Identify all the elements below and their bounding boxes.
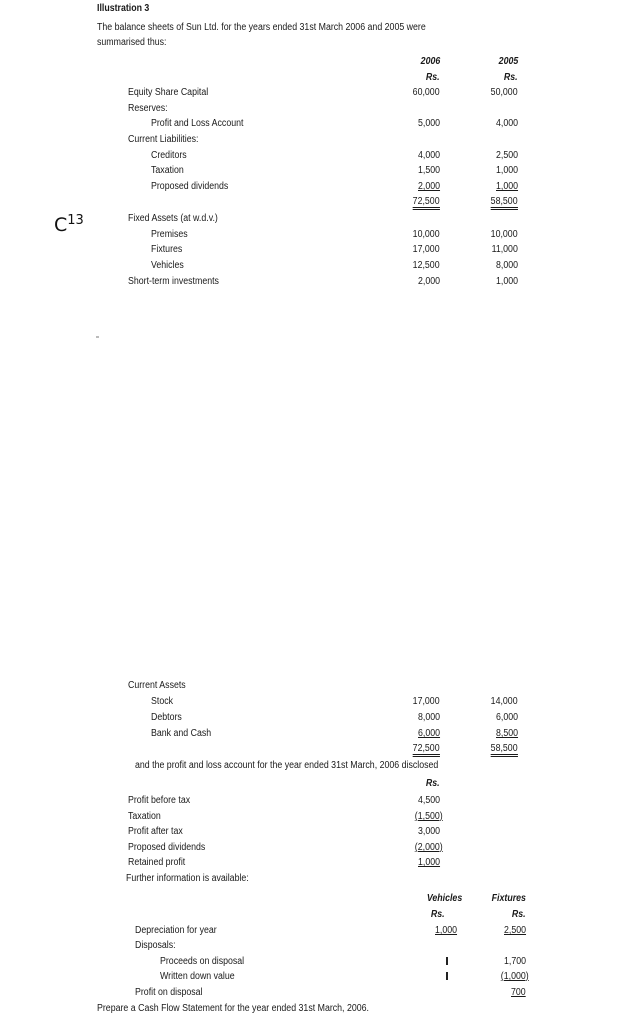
value-2005-vehicles: 8,000 — [495, 260, 518, 271]
pl-value-retained-profit: 1,000 — [417, 857, 440, 868]
row-label-short-term-investments: Short-term investments — [128, 276, 219, 287]
label-depreciation: Depreciation for year — [135, 925, 217, 936]
row-label-reserves: Reserves: — [128, 103, 168, 114]
pl-value-profit-after-tax: 3,000 — [417, 826, 440, 837]
row-label-current-liabilities: Current Liabilities: — [128, 134, 199, 145]
value-2005-creditors: 2,500 — [495, 150, 518, 161]
value-2005-proposed-dividends: 1,000 — [495, 181, 518, 192]
pl-intro: and the profit and loss account for the year ended 31st March, 2006 disclosed — [135, 760, 439, 771]
pl-label-proposed-dividends: Proposed dividends — [128, 842, 206, 853]
total-2006-liabilities: 72,500 — [413, 196, 440, 210]
row-label-proposed-dividends: Proposed dividends — [151, 181, 229, 192]
row-label-fixed-assets: Fixed Assets (at w.d.v.) — [128, 213, 218, 224]
row-label-profit-loss-account: Profit and Loss Account — [151, 118, 244, 129]
value-2005-taxation: 1,000 — [495, 165, 518, 176]
instruction: Prepare a Cash Flow Statement for the year ended 31st March, 2006. — [97, 1003, 369, 1014]
label-written-down-value: Written down value — [160, 971, 235, 982]
value-2005-premises: 10,000 — [491, 229, 518, 240]
pl-currency-header: Rs. — [426, 778, 440, 789]
col-header-vehicles: Vehicles — [426, 893, 462, 904]
col-header-fixtures: Fixtures — [491, 893, 526, 904]
pl-label-retained-profit: Retained profit — [128, 857, 186, 868]
value-2006-vehicles: 12,500 — [413, 260, 440, 271]
nil-dash-vehicles-proceeds — [446, 957, 448, 965]
intro-line-1: The balance sheets of Sun Ltd. for the years ended 31st March 2006 and 2005 were — [97, 22, 426, 33]
pl-value-profit-before-tax: 4,500 — [417, 795, 440, 806]
row-label-creditors: Creditors — [151, 150, 187, 161]
col-currency-fixtures: Rs. — [512, 909, 526, 920]
col-currency-vehicles: Rs. — [431, 909, 445, 920]
total-2005-liabilities: 58,500 — [491, 196, 518, 210]
value-2006-profit-loss: 5,000 — [417, 118, 440, 129]
col-currency-2005: Rs. — [504, 72, 518, 83]
pl-label-taxation: Taxation — [128, 811, 161, 822]
value-depreciation-vehicles: 1,000 — [434, 925, 457, 936]
scan-speck — [96, 336, 99, 338]
pl-value-proposed-dividends: (2,000) — [415, 842, 443, 853]
value-2006-proposed-dividends: 2,000 — [417, 181, 440, 192]
value-2005-fixtures: 11,000 — [491, 244, 518, 255]
label-profit-on-disposal: Profit on disposal — [135, 987, 203, 998]
intro-line-2: summarised thus: — [97, 37, 167, 48]
handwritten-number: 13 — [67, 213, 84, 228]
row-label-equity-share-capital: Equity Share Capital — [128, 87, 209, 98]
col-currency-2006: Rs. — [426, 72, 440, 83]
col-header-2006: 2006 — [420, 56, 440, 67]
value-2006-fixtures: 17,000 — [413, 244, 440, 255]
row-label-taxation: Taxation — [151, 165, 184, 176]
value-2006-bank-cash: 6,000 — [417, 728, 440, 739]
value-2005-investments: 1,000 — [495, 276, 518, 287]
pl-value-taxation: (1,500) — [415, 811, 443, 822]
row-label-premises: Premises — [151, 229, 188, 240]
value-2005-stock: 14,000 — [491, 696, 518, 707]
col-header-2005: 2005 — [498, 56, 518, 67]
pl-label-profit-before-tax: Profit before tax — [128, 795, 191, 806]
total-2006-assets: 72,500 — [413, 743, 440, 757]
value-2006-taxation: 1,500 — [417, 165, 440, 176]
value-2005-bank-cash: 8,500 — [495, 728, 518, 739]
value-wdv-fixtures: (1,000) — [501, 971, 529, 982]
value-2006-investments: 2,000 — [417, 276, 440, 287]
value-2006-equity: 60,000 — [413, 87, 440, 98]
value-profit-on-disposal-fixtures: 700 — [511, 987, 526, 998]
value-2006-premises: 10,000 — [413, 229, 440, 240]
further-info: Further information is available: — [126, 873, 249, 884]
total-2005-assets: 58,500 — [491, 743, 518, 757]
value-proceeds-fixtures: 1,700 — [503, 956, 526, 967]
label-proceeds-on-disposal: Proceeds on disposal — [160, 956, 245, 967]
row-label-debtors: Debtors — [151, 712, 182, 723]
row-label-vehicles: Vehicles — [151, 260, 184, 271]
nil-dash-vehicles-wdv — [446, 972, 448, 980]
illustration-heading: Illustration 3 — [97, 3, 150, 14]
value-2005-profit-loss: 4,000 — [495, 118, 518, 129]
pl-label-profit-after-tax: Profit after tax — [128, 826, 183, 837]
value-2006-debtors: 8,000 — [417, 712, 440, 723]
value-2005-equity: 50,000 — [491, 87, 518, 98]
value-2006-stock: 17,000 — [413, 696, 440, 707]
handwritten-annotation — [54, 210, 84, 236]
value-2006-creditors: 4,000 — [417, 150, 440, 161]
value-2005-debtors: 6,000 — [495, 712, 518, 723]
handwritten-letter: C — [54, 214, 68, 236]
row-label-stock: Stock — [151, 696, 174, 707]
current-assets-label: Current Assets — [128, 680, 186, 691]
value-depreciation-fixtures: 2,500 — [503, 925, 526, 936]
row-label-fixtures: Fixtures — [151, 244, 183, 255]
label-disposals: Disposals: — [135, 940, 176, 951]
row-label-bank-cash: Bank and Cash — [151, 728, 212, 739]
